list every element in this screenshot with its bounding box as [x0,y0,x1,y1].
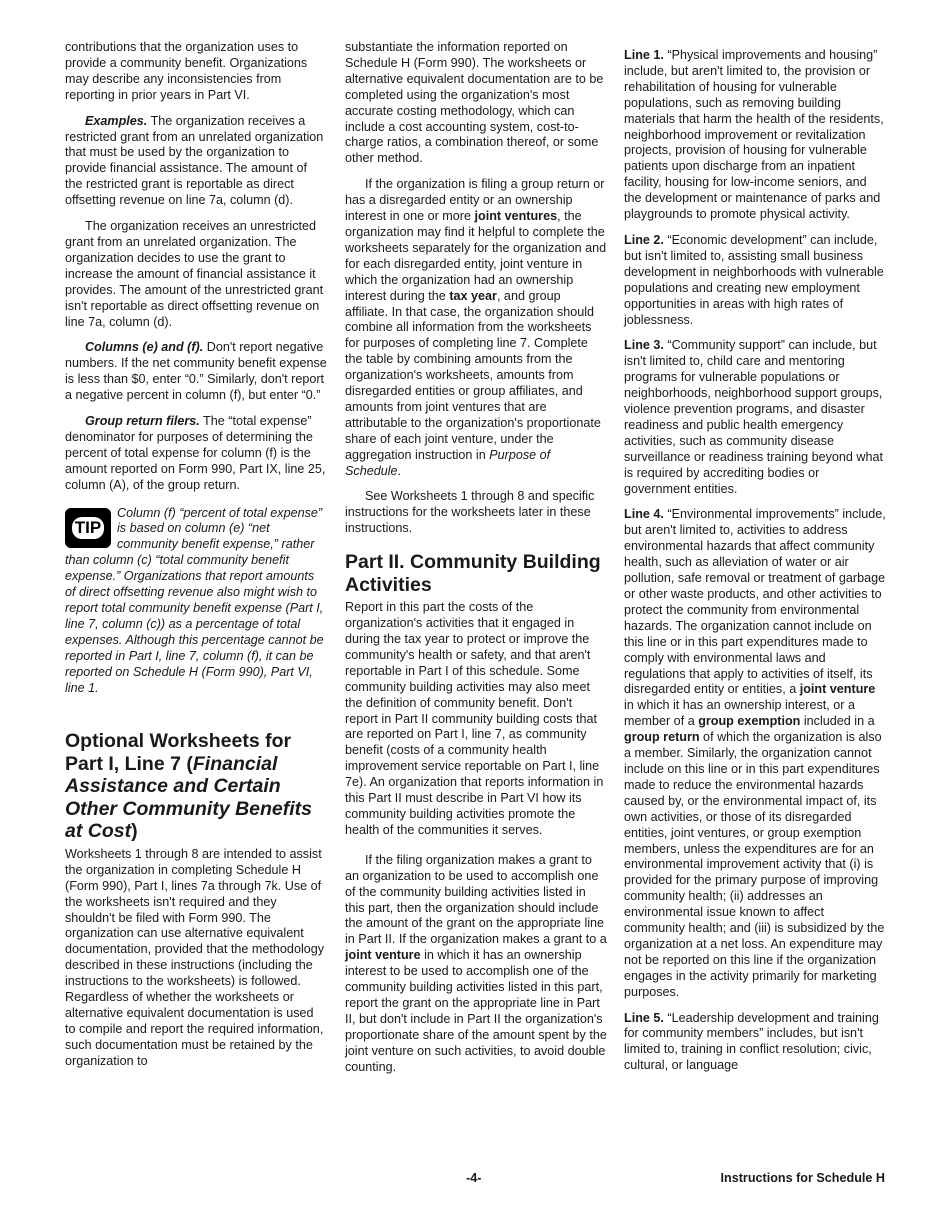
paragraph-examples [65,114,327,209]
paragraph-line-1 [624,48,886,223]
text-run: of which the organization is also a member. Similarly, the organization cannot include on this line or in this part expenditures made to reduce the environmental hazards caused by, or the environmental impact of, its own activities, or those of its disregarded entities, joint ventures, or group exemption members, unless the expenditures are for an environmental improvement activity that (i) is provided for the primary purpose of improving community health; (ii) addresses an environmental issue known to affect community health; and (iii) is subsidized by the organization at a net loss. An expenditure may not be reported on this line if the organization engages in the activity primarily for marketing purposes. [624,730,885,999]
text-run: included in a [800,714,875,729]
text-run: If the filing organization makes a grant to an organization to be used to accomplish one of the community building activities listed in this part, then the organization should include the amount of the grant on the appropriate line in Part II. If the organization makes a grant to a [345,852,607,947]
term-joint-ventures: joint ventures [474,209,558,224]
paragraph-line-3 [624,338,886,497]
group-text: The “total expense” denominator for purposes of determining the percent of total expense for column (f) is the amount reported on Form 990, Part IX, line 25, column (A), of the group return. [65,414,326,492]
heading-part-ii: Part II. Community Building Activities [345,551,601,596]
term-group-exemption: group exemption [698,714,801,729]
paragraph-group-return [345,177,607,479]
paragraph-line-4 [624,507,886,1000]
text-run: “Environmental improvements” include, but aren't limited to, activities to address environmental hazards that affect community health, such as alleviation of water or air pollution, safe removal or treatment of garbage or other waste products, and other activities to protect the community from environmental hazards. The organization cannot include on this line or in this part expenditures made to comply with environmental laws and regulations that apply to activities of itself, its disregarded entity or entities, a [624,507,886,697]
term-group-return: group return [624,730,700,745]
term-tax-year: tax year [449,288,497,303]
text-run: in which it has an ownership interest, or a member of a [624,698,856,729]
examples-text: The organization receives a restricted grant from an unrelated organization that must be used by the organization to provide financial assistance. The amount of the restricted grant is reportable as direct offsetting revenue on line 7a, column (d). [65,113,324,208]
paragraph-grant [345,853,607,1076]
text-run: in which it has an ownership interest to be used to accomplish one of the community building activities listed in this part, report the grant on the appropriate line in Part II, but don't include in Part II the organization's proportionate share of the amount spent by the joint venture on such activities, to avoid double counting. [345,948,607,1074]
text-run: , the organization may find it helpful to complete the worksheets separately for the organization and for each disregarded entity, joint venture in which the organization had an ownership interest during the [345,209,607,303]
paragraph-see-worksheets: See Worksheets 1 through 8 and specific instructions for the worksheets later in these instructions. [345,489,595,536]
text-run: . [397,463,402,478]
term-joint-venture: joint venture [345,948,421,963]
paragraph-line-2 [624,233,886,328]
run-in-heading-group: Group return filers. [85,414,200,429]
paragraph-group-return-filers [65,414,327,494]
column-middle [345,40,607,1085]
tip-text: Column (f) “percent of total expense” is based on column (e) “net community benefit expense,” rather than column (c) “total community benefit expense.” Organizations that report amounts of direct offsetting revenue also might wish to report total community benefit expense (Part I, line 7, column (c)) as a percentage of total expenses. Although this percentage cannot be reported in Part I, line 7, column (f), it can be reported on Schedule H (Form 990), Part VI, line 1. [65,505,324,695]
heading-part-c: ) [131,820,138,843]
paragraph-worksheets: Worksheets 1 through 8 are intended to assist the organization in completing Schedule H (Form 990), Part I, lines 7a through 7k. Use of the worksheets isn't required and they shouldn't be filed with Form 990. The organization can use alternative equivalent documentation, provided that the methodology described in these instructions (including the instructions to the worksheets) is followed. Regardless of whether the worksheets or alternative equivalent documentation is used to compile and report the required information, such documentation must be retained by the organization to [65,846,325,1068]
reference-purpose-of-schedule: Purpose of Schedule [345,447,551,478]
paragraph-unrestricted-grant: The organization receives an unrestricted grant from an unrelated organization. The organization decides to use the grant to increase the amount of financial assistance it provides. The amount of the unrestricted grant isn't reportable as direct offsetting revenue on line 7a, column (d). [65,219,324,329]
run-in-heading-columns: Columns (e) and (f). [85,340,204,355]
page-number: -4- [466,1171,482,1185]
heading-part-b: Financial Assistance and Certain Other Community Benefits at Cost [65,752,313,843]
line-label: Line 2. [624,232,664,247]
line-label: Line 3. [624,338,664,353]
tip-box [65,506,327,697]
tip-label: TIP [72,517,104,539]
footer-document-title: Instructions for Schedule H [720,1171,885,1185]
line-text: “Economic development” can include, but isn't limited to, assisting small business development in neighborhoods with vulnerable populations and creating new employment opportunities in areas with high rates of joblessness. [624,232,884,327]
line-text: “Leadership development and training for community members” includes, but isn't limited to, training in conflict resolution; civic, cultural, or language [624,1010,879,1073]
columns-text: Don't report negative numbers. If the net community benefit expense is less than $0, enter “0.” Similarly, don't report a negative percent in column (f), but enter “0.” [65,340,327,403]
term-joint-venture: joint venture [799,682,876,697]
paragraph-substantiate: substantiate the information reported on Schedule H (Form 990). The worksheets or alternative equivalent documentation are to be completed using the organization's most accurate costing methodology, which can include a cost accounting system, cost-to-charge ratios, a combination thereof, or some other method. [345,40,604,166]
text-run: If the organization is filing a group return or has a disregarded entity or an ownership interest in one or more [345,177,605,224]
paragraph-columns-e-f [65,340,327,404]
column-right [624,48,886,1084]
column-left [65,40,327,1080]
line-label: Line 1. [624,48,664,62]
heading-part-a: Optional Worksheets for Part I, Line 7 ( [65,730,292,775]
line-text: “Physical improvements and housing” include, but aren't limited to, the provision or rehabilitation of housing for vulnerable populations, such as removing building materials that harm the health of the residents, neighborhood improvement or revitalization projects, provision of housing for vulnerable patients upon discharge from an inpatient facility, housing for low-income seniors, and the development or maintenance of parks and playgrounds to promote physical activity. [624,48,884,222]
heading-optional-worksheets [65,730,327,843]
text-run: , and group affiliate. In that case, the organization should combine all information from the worksheets for purposes of completing line 7. Complete the table by combining amounts from the organization's worksheets, amounts from disregarded entities or group affiliates, and amounts from joint ventures that are attributable to the organization's proportionate share of each joint venture, under the aggregation instruction in [345,288,601,462]
paragraph-line-5 [624,1011,886,1075]
line-text: “Community support” can include, but isn't limited to, child care and mentoring programs for vulnerable populations or neighborhoods, neighborhood support groups, violence prevention programs, and disaster readiness and public health emergency activities, such as community disease surveillance or readiness training beyond what is required by accrediting bodies or government entities. [624,338,884,496]
paragraph-intro: contributions that the organization uses to provide a community benefit. Organizations may describe any inconsistencies from reporting in prior years in Part VI. [65,40,308,102]
tip-icon [65,508,111,548]
line-label: Line 4. [624,507,664,522]
run-in-heading-examples: Examples. [85,113,148,128]
paragraph-part-ii-report: Report in this part the costs of the organization's activities that it engaged in during the tax year to protect or improve the community's health or safety, and that aren't reportable in Part I of this schedule. Some community building activities may also meet the definition of community benefit. Don't report in Part II community building costs that are reported on Part I, line 7, as community benefit (costs of a community health improvement service reportable on Part I, line 7e). An organization that reports information in this Part II must describe in Part VI how its community building activities promote the health of the communities it serves. [345,600,604,837]
line-label: Line 5. [624,1010,664,1025]
